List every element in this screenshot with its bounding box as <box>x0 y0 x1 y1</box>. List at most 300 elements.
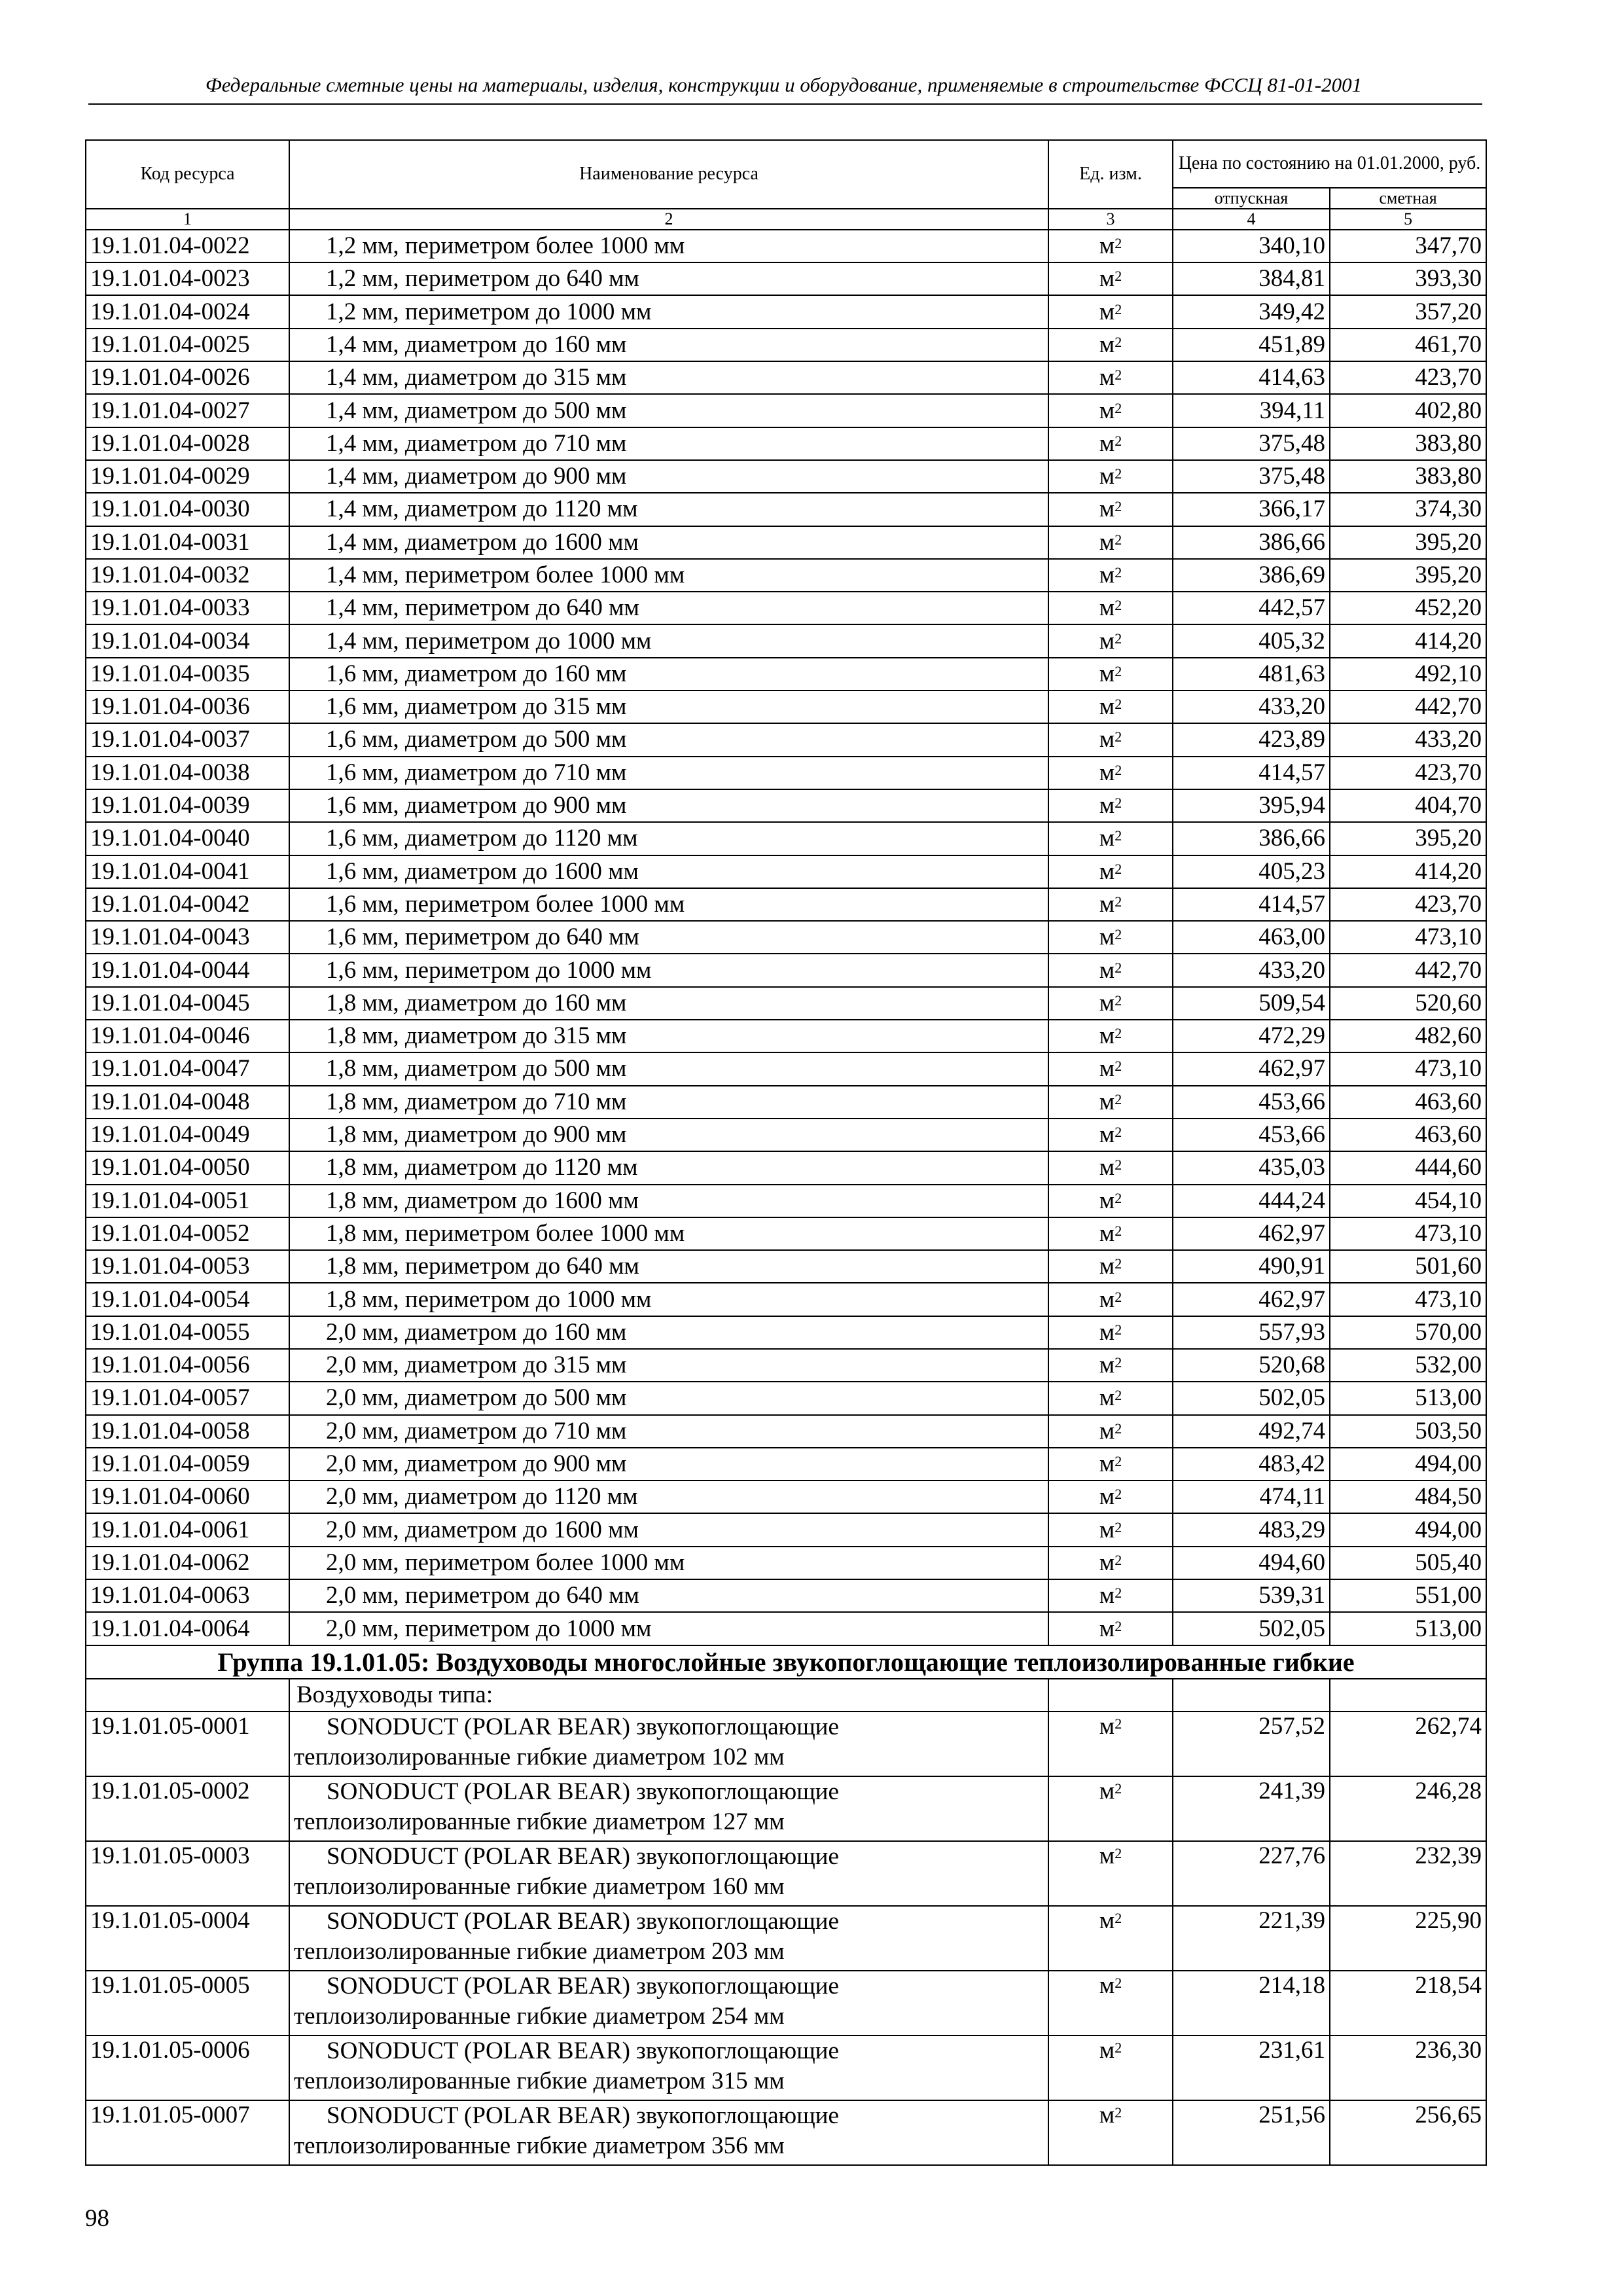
page-number: 98 <box>85 2205 109 2232</box>
unit-superscript: 2 <box>1115 399 1122 416</box>
unit-superscript: 2 <box>1115 893 1122 910</box>
unit: $м^2$ <box>1048 658 1173 691</box>
resource-code: 19.1.01.04-0055 <box>86 1316 289 1349</box>
resource-code: 19.1.01.05-0001 <box>86 1712 289 1776</box>
unit-superscript: 2 <box>1115 1387 1122 1404</box>
unit: $м^2$ <box>1048 1250 1173 1283</box>
price-estimate: 494,00 <box>1330 1513 1486 1546</box>
resource-code: 19.1.01.04-0047 <box>86 1052 289 1085</box>
resource-code: 19.1.01.04-0062 <box>86 1547 289 1579</box>
table-row <box>86 1151 1486 1184</box>
price-release: 481,63 <box>1173 658 1330 691</box>
unit: $м^2$ <box>1048 1151 1173 1184</box>
resource-code: 19.1.01.04-0036 <box>86 691 289 723</box>
price-release: 463,00 <box>1173 921 1330 954</box>
table-row <box>86 1906 1486 1971</box>
resource-code: 19.1.01.04-0026 <box>86 361 289 394</box>
resource-code: 19.1.01.04-0044 <box>86 954 289 986</box>
price-estimate: 374,30 <box>1330 493 1486 526</box>
price-release: 386,66 <box>1173 526 1330 559</box>
unit: $м^2$ <box>1048 822 1173 855</box>
resource-name: 1,4 мм, диаметром до 1120 мм <box>289 493 1048 526</box>
table-row <box>86 460 1486 493</box>
unit: $м^2$ <box>1048 2100 1173 2165</box>
resource-name: 1,6 мм, периметром более 1000 мм <box>289 888 1048 921</box>
resource-name: 2,0 мм, периметром до 640 мм <box>289 1579 1048 1612</box>
price-release: 395,94 <box>1173 789 1330 822</box>
price-estimate: 383,80 <box>1330 460 1486 493</box>
col-header-code: Код ресурса <box>86 140 289 209</box>
resource-name: 1,6 мм, диаметром до 1600 мм <box>289 855 1048 888</box>
resource-name: 1,8 мм, диаметром до 900 мм <box>289 1119 1048 1151</box>
table-row <box>86 2100 1486 2165</box>
resource-code: 19.1.01.05-0002 <box>86 1776 289 1841</box>
price-estimate: 402,80 <box>1330 394 1486 427</box>
price-release: 405,23 <box>1173 855 1330 888</box>
table-row <box>86 1316 1486 1349</box>
price-release: 227,76 <box>1173 1841 1330 1906</box>
table-row <box>86 658 1486 691</box>
resource-code: 19.1.01.04-0040 <box>86 822 289 855</box>
price-estimate: 404,70 <box>1330 789 1486 822</box>
unit-superscript: 2 <box>1115 1157 1122 1174</box>
price-release: 231,61 <box>1173 2036 1330 2100</box>
price-estimate: 395,20 <box>1330 822 1486 855</box>
resource-name: 2,0 мм, диаметром до 500 мм <box>289 1382 1048 1414</box>
unit-superscript: 2 <box>1115 1486 1122 1503</box>
resource-name: 1,4 мм, диаметром до 315 мм <box>289 361 1048 394</box>
table-row <box>86 921 1486 954</box>
price-estimate: 433,20 <box>1330 723 1486 756</box>
price-release: 451,89 <box>1173 329 1330 361</box>
unit-superscript: 2 <box>1115 1189 1122 1206</box>
unit: $м^2$ <box>1048 1579 1173 1612</box>
price-release: 472,29 <box>1173 1020 1330 1052</box>
price-release: 433,20 <box>1173 954 1330 986</box>
table-row <box>86 1612 1486 1645</box>
price-estimate: 395,20 <box>1330 559 1486 592</box>
resource-name: 2,0 мм, диаметром до 315 мм <box>289 1349 1048 1382</box>
price-release: 502,05 <box>1173 1382 1330 1414</box>
unit: $м^2$ <box>1048 1841 1173 1906</box>
resource-name: 1,6 мм, периметром до 640 мм <box>289 921 1048 954</box>
resource-code: 19.1.01.04-0048 <box>86 1086 289 1119</box>
resource-name: 1,6 мм, диаметром до 500 мм <box>289 723 1048 756</box>
resource-name: 2,0 мм, диаметром до 1120 мм <box>289 1480 1048 1513</box>
group-heading: Группа 19.1.01.05: Воздуховоды многослойные звукопоглощающие теплоизолированные гибкие <box>86 1645 1486 1679</box>
price-estimate: 347,70 <box>1330 230 1486 262</box>
group-table-body <box>86 1712 1486 2165</box>
table-row <box>86 295 1486 328</box>
price-release: 405,32 <box>1173 624 1330 657</box>
unit: $м^2$ <box>1048 1217 1173 1250</box>
unit-superscript: 2 <box>1115 1551 1122 1568</box>
price-estimate: 551,00 <box>1330 1579 1486 1612</box>
resource-name: SONODUCT (POLAR BEAR) звукопоглощающие теплоизолированные гибкие диаметром 203 мм <box>289 1906 1048 1971</box>
price-estimate: 494,00 <box>1330 1448 1486 1480</box>
resource-code: 19.1.01.04-0029 <box>86 460 289 493</box>
unit-superscript: 2 <box>1115 333 1122 350</box>
resource-name: 1,2 мм, периметром до 1000 мм <box>289 295 1048 328</box>
price-estimate: 473,10 <box>1330 1052 1486 1085</box>
resource-code: 19.1.01.04-0046 <box>86 1020 289 1052</box>
price-estimate: 473,10 <box>1330 1217 1486 1250</box>
table-row <box>86 361 1486 394</box>
table-row <box>86 822 1486 855</box>
resource-code: 19.1.01.04-0032 <box>86 559 289 592</box>
resource-name: 2,0 мм, диаметром до 1600 мм <box>289 1513 1048 1546</box>
unit: $м^2$ <box>1048 329 1173 361</box>
table-row <box>86 1250 1486 1283</box>
resource-name: 2,0 мм, диаметром до 710 мм <box>289 1415 1048 1448</box>
unit: $м^2$ <box>1048 757 1173 789</box>
unit-superscript: 2 <box>1115 662 1122 679</box>
unit: $м^2$ <box>1048 855 1173 888</box>
price-release: 257,52 <box>1173 1712 1330 1776</box>
price-estimate: 454,10 <box>1330 1185 1486 1217</box>
price-release: 414,57 <box>1173 757 1330 789</box>
price-estimate: 225,90 <box>1330 1906 1486 1971</box>
resource-code: 19.1.01.05-0004 <box>86 1906 289 1971</box>
resource-code: 19.1.01.04-0042 <box>86 888 289 921</box>
unit-superscript: 2 <box>1115 1058 1122 1075</box>
table-row <box>86 1217 1486 1250</box>
resource-name: 1,6 мм, диаметром до 160 мм <box>289 658 1048 691</box>
table-row <box>86 1349 1486 1382</box>
resource-name: 1,8 мм, периметром до 640 мм <box>289 1250 1048 1283</box>
unit-superscript: 2 <box>1115 728 1122 745</box>
resource-code: 19.1.01.04-0024 <box>86 295 289 328</box>
unit-superscript: 2 <box>1115 1222 1122 1239</box>
resource-name: 1,6 мм, диаметром до 315 мм <box>289 691 1048 723</box>
unit: $м^2$ <box>1048 295 1173 328</box>
col-header-unit: Ед. изм. <box>1048 140 1173 209</box>
resource-name: 1,8 мм, диаметром до 1600 мм <box>289 1185 1048 1217</box>
unit: $м^2$ <box>1048 1906 1173 1971</box>
table-row <box>86 427 1486 460</box>
unit: $м^2$ <box>1048 1776 1173 1841</box>
price-estimate: 532,00 <box>1330 1349 1486 1382</box>
price-estimate: 442,70 <box>1330 691 1486 723</box>
unit: $м^2$ <box>1048 1382 1173 1414</box>
table-row <box>86 954 1486 986</box>
price-release: 435,03 <box>1173 1151 1330 1184</box>
unit: $м^2$ <box>1048 921 1173 954</box>
unit: $м^2$ <box>1048 1086 1173 1119</box>
resource-code: 19.1.01.04-0056 <box>86 1349 289 1382</box>
price-estimate: 423,70 <box>1330 888 1486 921</box>
resource-name: 1,8 мм, периметром до 1000 мм <box>289 1283 1048 1316</box>
resource-code: 19.1.01.04-0030 <box>86 493 289 526</box>
table-row <box>86 2036 1486 2100</box>
table-row <box>86 1480 1486 1513</box>
resource-code: 19.1.01.04-0025 <box>86 329 289 361</box>
price-estimate: 357,20 <box>1330 295 1486 328</box>
unit: $м^2$ <box>1048 954 1173 986</box>
unit: $м^2$ <box>1048 1316 1173 1349</box>
price-release: 386,66 <box>1173 822 1330 855</box>
resource-code: 19.1.01.04-0059 <box>86 1448 289 1480</box>
resource-name: 1,6 мм, диаметром до 710 мм <box>289 757 1048 789</box>
resource-name: 1,4 мм, диаметром до 710 мм <box>289 427 1048 460</box>
resource-code: 19.1.01.04-0058 <box>86 1415 289 1448</box>
unit-superscript: 2 <box>1115 1255 1122 1272</box>
unit: $м^2$ <box>1048 1020 1173 1052</box>
unit-superscript: 2 <box>1115 827 1122 844</box>
table-row <box>86 1841 1486 1906</box>
unit: $м^2$ <box>1048 559 1173 592</box>
unit-superscript: 2 <box>1115 795 1122 812</box>
price-estimate: 423,70 <box>1330 757 1486 789</box>
unit: $м^2$ <box>1048 1349 1173 1382</box>
unit-superscript: 2 <box>1115 432 1122 449</box>
resource-name: SONODUCT (POLAR BEAR) звукопоглощающие теплоизолированные гибкие диаметром 160 мм <box>289 1841 1048 1906</box>
price-estimate: 414,20 <box>1330 624 1486 657</box>
table-row <box>86 1119 1486 1151</box>
resource-code: 19.1.01.04-0061 <box>86 1513 289 1546</box>
col-header-name: Наименование ресурса <box>289 140 1048 209</box>
price-release: 520,68 <box>1173 1349 1330 1382</box>
resource-name: 2,0 мм, диаметром до 900 мм <box>289 1448 1048 1480</box>
price-release: 453,66 <box>1173 1119 1330 1151</box>
unit-superscript: 2 <box>1115 959 1122 976</box>
table-row <box>86 757 1486 789</box>
price-release: 433,20 <box>1173 691 1330 723</box>
unit-superscript: 2 <box>1115 1780 1122 1797</box>
price-release: 251,56 <box>1173 2100 1330 2165</box>
unit-superscript: 2 <box>1115 498 1122 515</box>
price-release: 366,17 <box>1173 493 1330 526</box>
resource-code: 19.1.01.04-0051 <box>86 1185 289 1217</box>
resource-code: 19.1.01.04-0057 <box>86 1382 289 1414</box>
resource-code: 19.1.01.04-0049 <box>86 1119 289 1151</box>
resource-code: 19.1.01.05-0003 <box>86 1841 289 1906</box>
resource-code: 19.1.01.04-0028 <box>86 427 289 460</box>
price-release: 494,60 <box>1173 1547 1330 1579</box>
price-estimate: 256,65 <box>1330 2100 1486 2165</box>
unit: $м^2$ <box>1048 1283 1173 1316</box>
unit: $м^2$ <box>1048 361 1173 394</box>
group-section <box>86 1645 1486 1712</box>
unit-superscript: 2 <box>1115 1288 1122 1305</box>
resource-name: 2,0 мм, периметром более 1000 мм <box>289 1547 1048 1579</box>
resource-name: 1,6 мм, диаметром до 900 мм <box>289 789 1048 822</box>
resource-name: 1,8 мм, диаметром до 1120 мм <box>289 1151 1048 1184</box>
price-release: 349,42 <box>1173 295 1330 328</box>
unit: $м^2$ <box>1048 1971 1173 2036</box>
unit: $м^2$ <box>1048 592 1173 624</box>
table-row <box>86 1776 1486 1841</box>
unit-superscript: 2 <box>1115 696 1122 713</box>
resource-code: 19.1.01.04-0034 <box>86 624 289 657</box>
unit: $м^2$ <box>1048 493 1173 526</box>
table-row <box>86 691 1486 723</box>
unit: $м^2$ <box>1048 1547 1173 1579</box>
table-row <box>86 1382 1486 1414</box>
unit-superscript: 2 <box>1115 2039 1122 2056</box>
unit-superscript: 2 <box>1115 1617 1122 1634</box>
unit-superscript: 2 <box>1115 1909 1122 1926</box>
col-number: 2 <box>289 209 1048 230</box>
resource-code: 19.1.01.04-0043 <box>86 921 289 954</box>
resource-code: 19.1.01.04-0041 <box>86 855 289 888</box>
price-release: 502,05 <box>1173 1612 1330 1645</box>
unit: $м^2$ <box>1048 1513 1173 1546</box>
unit-superscript: 2 <box>1115 597 1122 614</box>
unit-superscript: 2 <box>1115 1844 1122 1861</box>
unit: $м^2$ <box>1048 262 1173 295</box>
col-header-price-estimate: сметная <box>1330 188 1486 209</box>
resource-code: 19.1.01.05-0005 <box>86 1971 289 2036</box>
price-estimate: 484,50 <box>1330 1480 1486 1513</box>
unit-superscript: 2 <box>1115 1420 1122 1437</box>
resource-name: 1,8 мм, диаметром до 315 мм <box>289 1020 1048 1052</box>
unit-superscript: 2 <box>1115 1715 1122 1732</box>
price-release: 462,97 <box>1173 1217 1330 1250</box>
price-release: 375,48 <box>1173 427 1330 460</box>
price-estimate: 513,00 <box>1330 1612 1486 1645</box>
resource-name: 1,8 мм, диаметром до 500 мм <box>289 1052 1048 1085</box>
price-estimate: 414,20 <box>1330 855 1486 888</box>
unit: $м^2$ <box>1048 1712 1173 1776</box>
price-release: 539,31 <box>1173 1579 1330 1612</box>
resource-code: 19.1.01.04-0045 <box>86 987 289 1020</box>
resource-name: 1,2 мм, периметром до 640 мм <box>289 262 1048 295</box>
resource-name: 1,4 мм, периметром до 640 мм <box>289 592 1048 624</box>
unit-superscript: 2 <box>1115 1124 1122 1141</box>
resource-code: 19.1.01.04-0063 <box>86 1579 289 1612</box>
resource-name: 2,0 мм, периметром до 1000 мм <box>289 1612 1048 1645</box>
unit-superscript: 2 <box>1115 1025 1122 1042</box>
price-estimate: 452,20 <box>1330 592 1486 624</box>
unit: $м^2$ <box>1048 2036 1173 2100</box>
unit: $м^2$ <box>1048 1185 1173 1217</box>
unit: $м^2$ <box>1048 1612 1173 1645</box>
resource-name: 1,8 мм, диаметром до 710 мм <box>289 1086 1048 1119</box>
table-row <box>86 592 1486 624</box>
price-release: 375,48 <box>1173 460 1330 493</box>
price-release: 340,10 <box>1173 230 1330 262</box>
table-row <box>86 789 1486 822</box>
price-release: 492,74 <box>1173 1415 1330 1448</box>
resource-code: 19.1.01.04-0053 <box>86 1250 289 1283</box>
unit-superscript: 2 <box>1115 564 1122 581</box>
unit-superscript: 2 <box>1115 300 1122 317</box>
resource-name: 1,4 мм, диаметром до 160 мм <box>289 329 1048 361</box>
price-estimate: 473,10 <box>1330 1283 1486 1316</box>
price-estimate: 461,70 <box>1330 329 1486 361</box>
resource-name: 1,4 мм, периметром более 1000 мм <box>289 559 1048 592</box>
unit: $м^2$ <box>1048 427 1173 460</box>
table-row <box>86 855 1486 888</box>
price-estimate: 246,28 <box>1330 1776 1486 1841</box>
price-estimate: 501,60 <box>1330 1250 1486 1283</box>
resource-code: 19.1.01.04-0035 <box>86 658 289 691</box>
unit-superscript: 2 <box>1115 860 1122 877</box>
resource-name: SONODUCT (POLAR BEAR) звукопоглощающие теплоизолированные гибкие диаметром 254 мм <box>289 1971 1048 2036</box>
resource-name: 1,4 мм, диаметром до 500 мм <box>289 394 1048 427</box>
resource-code: 19.1.01.05-0007 <box>86 2100 289 2165</box>
unit-superscript: 2 <box>1115 1453 1122 1470</box>
table-row <box>86 888 1486 921</box>
unit: $м^2$ <box>1048 230 1173 262</box>
price-release: 442,57 <box>1173 592 1330 624</box>
unit: $м^2$ <box>1048 1415 1173 1448</box>
header-rule <box>88 103 1482 105</box>
resource-name: 2,0 мм, диаметром до 160 мм <box>289 1316 1048 1349</box>
unit: $м^2$ <box>1048 888 1173 921</box>
unit: $м^2$ <box>1048 394 1173 427</box>
table-row <box>86 230 1486 262</box>
price-release: 384,81 <box>1173 262 1330 295</box>
table-row <box>86 394 1486 427</box>
resource-code: 19.1.01.04-0054 <box>86 1283 289 1316</box>
col-number: 3 <box>1048 209 1173 230</box>
price-table <box>85 139 1487 2166</box>
unit: $м^2$ <box>1048 624 1173 657</box>
resource-code: 19.1.01.04-0038 <box>86 757 289 789</box>
resource-name: 1,6 мм, периметром до 1000 мм <box>289 954 1048 986</box>
price-estimate: 423,70 <box>1330 361 1486 394</box>
unit-superscript: 2 <box>1115 926 1122 943</box>
resource-name: 1,4 мм, диаметром до 1600 мм <box>289 526 1048 559</box>
price-estimate: 513,00 <box>1330 1382 1486 1414</box>
price-release: 490,91 <box>1173 1250 1330 1283</box>
price-estimate: 505,40 <box>1330 1547 1486 1579</box>
unit: $м^2$ <box>1048 460 1173 493</box>
group-note-empty <box>86 1679 289 1712</box>
resource-code: 19.1.01.04-0060 <box>86 1480 289 1513</box>
col-header-price: Цена по состоянию на 01.01.2000, руб. <box>1173 140 1486 188</box>
resource-name: 1,8 мм, диаметром до 160 мм <box>289 987 1048 1020</box>
unit-superscript: 2 <box>1115 630 1122 647</box>
price-release: 241,39 <box>1173 1776 1330 1841</box>
resource-code: 19.1.01.04-0022 <box>86 230 289 262</box>
unit: $м^2$ <box>1048 1448 1173 1480</box>
price-release: 214,18 <box>1173 1971 1330 2036</box>
price-release: 453,66 <box>1173 1086 1330 1119</box>
table-row <box>86 1020 1486 1052</box>
resource-name: SONODUCT (POLAR BEAR) звукопоглощающие теплоизолированные гибкие диаметром 356 мм <box>289 2100 1048 2165</box>
running-header: Федеральные сметные цены на материалы, изделия, конструкции и оборудование, применяемые в строительстве ФССЦ 81-01-2001 <box>205 73 1363 96</box>
price-estimate: 492,10 <box>1330 658 1486 691</box>
price-estimate: 218,54 <box>1330 1971 1486 2036</box>
table-row <box>86 1052 1486 1085</box>
resource-name: SONODUCT (POLAR BEAR) звукопоглощающие теплоизолированные гибкие диаметром 102 мм <box>289 1712 1048 1776</box>
group-note: Воздуховоды типа: <box>289 1679 1048 1712</box>
table-row <box>86 1448 1486 1480</box>
unit-superscript: 2 <box>1115 761 1122 778</box>
price-release: 423,89 <box>1173 723 1330 756</box>
resource-code: 19.1.01.04-0023 <box>86 262 289 295</box>
price-estimate: 463,60 <box>1330 1119 1486 1151</box>
price-release: 483,29 <box>1173 1513 1330 1546</box>
table-row <box>86 559 1486 592</box>
resource-code: 19.1.01.05-0006 <box>86 2036 289 2100</box>
resource-code: 19.1.01.04-0027 <box>86 394 289 427</box>
price-release: 386,69 <box>1173 559 1330 592</box>
price-release: 557,93 <box>1173 1316 1330 1349</box>
unit-superscript: 2 <box>1115 1090 1122 1107</box>
price-estimate: 442,70 <box>1330 954 1486 986</box>
unit-superscript: 2 <box>1115 367 1122 384</box>
price-estimate: 444,60 <box>1330 1151 1486 1184</box>
price-release: 414,63 <box>1173 361 1330 394</box>
resource-name: 1,6 мм, диаметром до 1120 мм <box>289 822 1048 855</box>
price-release: 462,97 <box>1173 1283 1330 1316</box>
table-row <box>86 1712 1486 1776</box>
resource-name: 1,2 мм, периметром более 1000 мм <box>289 230 1048 262</box>
